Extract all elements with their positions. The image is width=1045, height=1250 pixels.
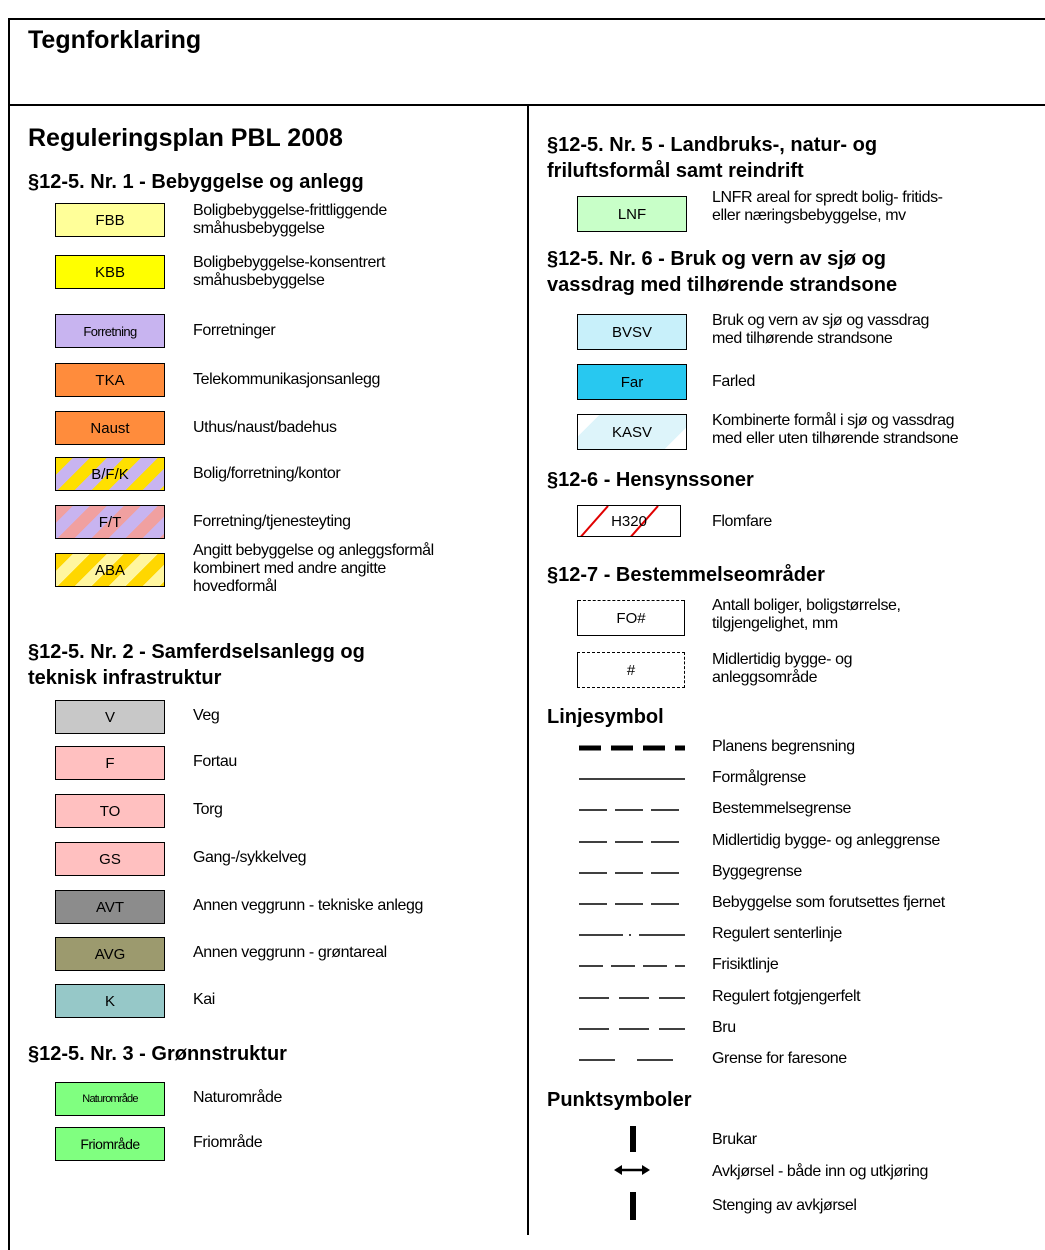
label-gron-0: Naturområde [193,1089,282,1106]
section-heading-sjo-2: vassdrag med tilhørende strandsone [547,274,898,296]
label-line-7: Frisiktlinje [712,956,779,973]
line-symbol-6 [577,929,687,941]
swatch-6: F/T [55,505,165,539]
label-mid-2: anleggsområde [712,669,818,686]
label-bvsv-1: Bruk og vern av sjø og vassdrag [712,312,930,329]
line-symbol-5 [577,898,687,910]
label-line-3: Midlertidig bygge- og anleggrense [712,832,940,849]
label-infra-4: Annen veggrunn - tekniske anlegg [193,897,424,914]
swatch-gron-1: Friområde [55,1127,165,1161]
label-brukar: Brukar [712,1131,757,1148]
swatch-h320-code: H320 [611,512,647,530]
line-symbol-2 [577,804,687,816]
swatch-infra-6: K [55,984,165,1018]
label-7-2: kombinert med andre angitte [193,560,386,577]
swatch-fo [577,600,685,636]
label-fo-1: Antall boliger, boligstørrelse, [712,597,901,614]
line-symbol-7 [577,960,687,972]
label-kasv-2: med eller uten tilhørende strandsone [712,430,959,447]
swatch-5: B/F/K [55,457,165,491]
legend-title: Tegnforklaring [28,26,202,54]
label-1-1: Boligbebyggelse-konsentrert [193,254,385,271]
label-line-0: Planens begrensning [712,738,855,755]
label-4-1: Uthus/naust/badehus [193,419,337,436]
label-infra-2: Torg [193,801,223,818]
stenging-icon [630,1192,636,1220]
label-7-3: hovedformål [193,578,277,595]
label-lnf-2: eller næringsbebyggelse, mv [712,207,906,224]
label-line-2: Bestemmelsegrense [712,800,852,817]
label-lnf-1: LNFR areal for spredt bolig- fritids- [712,189,943,206]
section-heading-bebyggelse: §12-5. Nr. 1 - Bebyggelse og anlegg [28,171,364,193]
swatch-infra-1: F [55,746,165,780]
label-line-1: Formålgrense [712,769,806,786]
line-symbol-3 [577,836,687,848]
swatch-mid-code: # [626,661,636,679]
label-infra-5: Annen veggrunn - grøntareal [193,944,387,961]
label-infra-1: Fortau [193,753,237,770]
label-h320: Flomfare [712,513,772,530]
label-bvsv-2: med tilhørende strandsone [712,330,893,347]
label-line-10: Grense for faresone [712,1050,847,1067]
line-symbol-9 [577,1023,687,1035]
plan-title: Reguleringsplan PBL 2008 [28,124,343,152]
swatch-7: ABA [55,553,165,587]
swatch-infra-4: AVT [55,890,165,924]
label-far: Farled [712,373,755,390]
section-heading-hensynssoner: §12-6 - Hensynssoner [547,469,754,491]
section-heading-punktsymboler: Punktsymboler [547,1089,692,1111]
section-heading-landbruk-2: friluftsformål samt reindrift [547,160,804,182]
label-infra-0: Veg [193,707,220,724]
label-line-6: Regulert senterlinje [712,925,842,942]
label-5-1: Bolig/forretning/kontor [193,465,341,482]
swatch-lnf: LNF [577,196,687,232]
section-heading-linjesymbol: Linjesymbol [547,706,664,728]
swatch-infra-2: TO [55,794,165,828]
section-heading-sjo: §12-5. Nr. 6 - Bruk og vern av sjø og [547,248,887,270]
label-2-1: Forretninger [193,322,276,339]
column-divider [527,104,529,1235]
label-avkjorsel: Avkjørsel - både inn og utkjøring [712,1163,928,1180]
label-mid-1: Midlertidig bygge- og [712,651,853,668]
line-symbol-4 [577,867,687,879]
section-heading-samferdsel: §12-5. Nr. 2 - Samferdselsanlegg og [28,641,365,663]
swatch-mid [577,652,685,688]
swatch-2: Forretning [55,314,165,348]
swatch-far: Far [577,364,687,400]
label-0-1: Boligbebyggelse-frittliggende [193,202,387,219]
section-heading-landbruk: §12-5. Nr. 5 - Landbruks-, natur- og [547,134,878,156]
label-infra-6: Kai [193,991,215,1008]
section-heading-gronnstruktur: §12-5. Nr. 3 - Grønnstruktur [28,1043,287,1065]
label-kasv-1: Kombinerte formål i sjø og vassdrag [712,412,955,429]
line-symbol-10 [577,1054,687,1066]
swatch-kasv: KASV [577,414,687,450]
line-symbol-1 [577,773,687,785]
label-line-4: Byggegrense [712,863,802,880]
label-0-2: småhusbebyggelse [193,220,325,237]
line-symbol-8 [577,992,687,1004]
avkjorsel-icon [612,1162,652,1178]
label-stenging: Stenging av avkjørsel [712,1197,857,1214]
swatch-infra-3: GS [55,842,165,876]
swatch-1: KBB [55,255,165,289]
swatch-infra-0: V [55,700,165,734]
brukar-icon [630,1126,636,1152]
swatch-gron-0: Naturområde [55,1082,165,1116]
section-heading-bestemmelse: §12-7 - Bestemmelseområder [547,564,825,586]
label-6-1: Forretning/tjenesteyting [193,513,351,530]
swatch-fo-code: FO# [616,609,646,627]
swatch-h320 [577,505,681,537]
label-gron-1: Friområde [193,1134,263,1151]
label-7-1: Angitt bebyggelse og anleggsformål [193,542,434,559]
label-1-2: småhusbebyggelse [193,272,325,289]
swatch-infra-5: AVG [55,937,165,971]
swatch-4: Naust [55,411,165,445]
line-symbol-0 [577,742,687,754]
label-3-1: Telekommunikasjonsanlegg [193,371,380,388]
label-line-9: Bru [712,1019,736,1036]
swatch-3: TKA [55,363,165,397]
swatch-bvsv: BVSV [577,314,687,350]
swatch-0: FBB [55,203,165,237]
label-infra-3: Gang-/sykkelveg [193,849,307,866]
label-fo-2: tilgjengelighet, mm [712,615,838,632]
label-line-5: Bebyggelse som forutsettes fjernet [712,894,945,911]
label-line-8: Regulert fotgjengerfelt [712,988,861,1005]
section-heading-samferdsel-2: teknisk infrastruktur [28,667,222,689]
